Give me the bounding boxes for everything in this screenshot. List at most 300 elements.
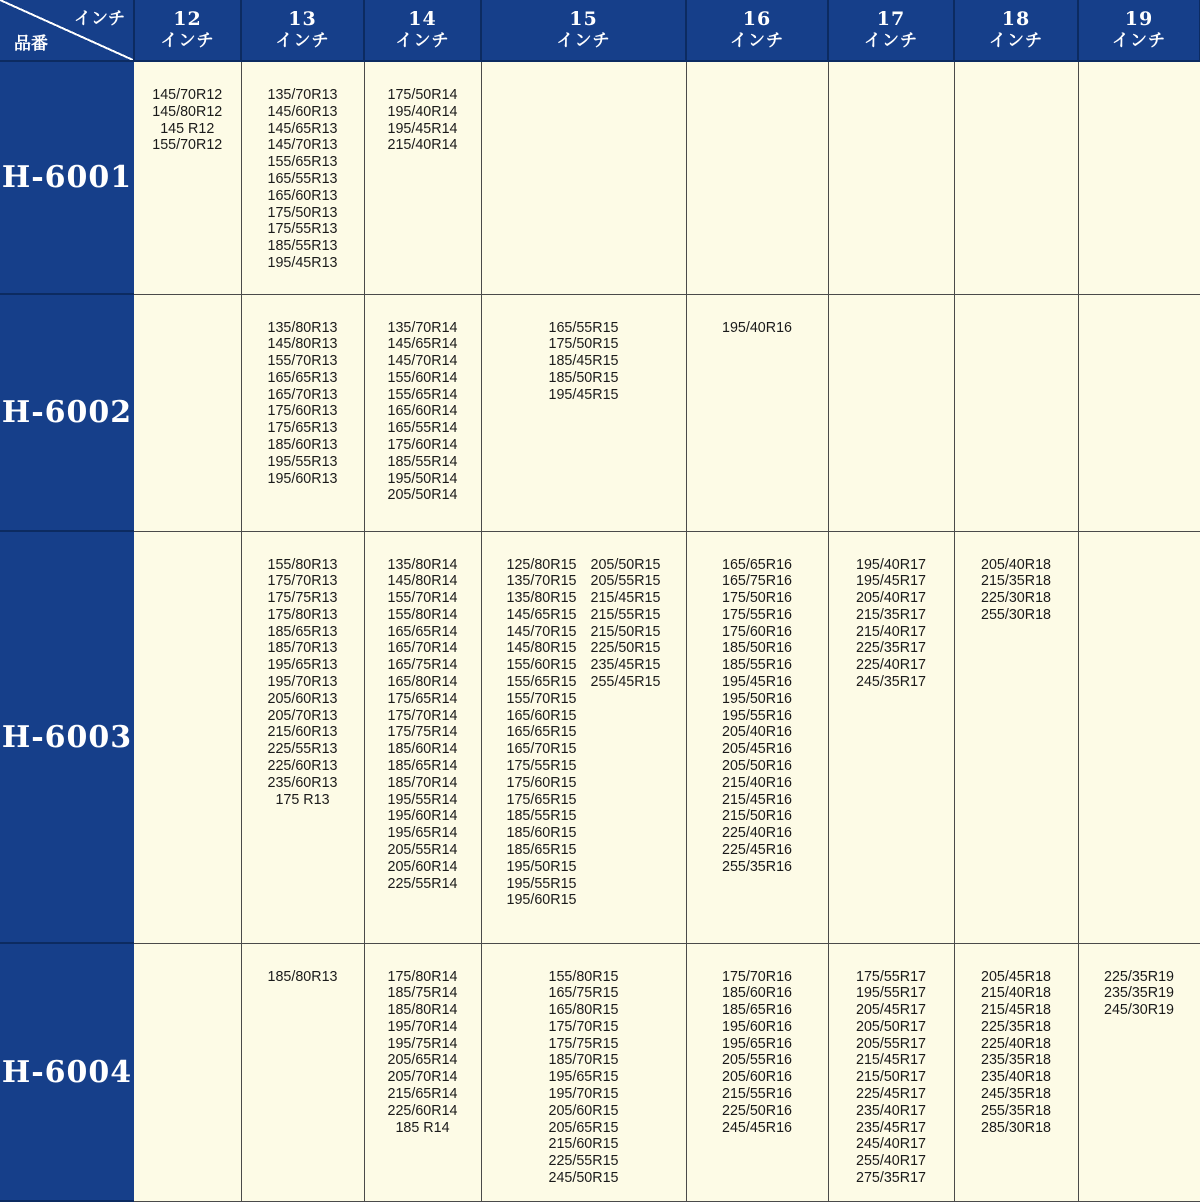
size-cell [686,294,828,531]
tire-size: 185/55R15 [506,808,577,825]
column-header-13 [241,0,364,61]
tire-size: 215/55R15 [590,606,661,623]
size-cell [241,943,364,1201]
tire-size: 155/70R15 [506,690,577,707]
column-unit: インチ [160,31,215,51]
tire-size: 195/45R14 [387,120,458,137]
size-cell [134,294,241,531]
size-cell [686,531,828,943]
tire-size: 195/65R16 [722,1035,792,1052]
tire-size: 175/70R16 [722,968,792,985]
column-header-19 [1078,0,1200,61]
column-number: 18 [1001,8,1031,30]
tire-size: 165/70R15 [506,741,577,758]
tire-size: 235/60R13 [267,774,338,791]
size-cell [364,531,481,943]
tire-size: 195/65R14 [387,825,458,842]
size-list [152,62,222,154]
header-row [0,0,1200,61]
size-cell [241,294,364,531]
column-header-18 [954,0,1078,61]
model-row [0,943,1200,1201]
tire-size: 175/75R13 [267,590,338,607]
tire-size: 175/60R13 [267,403,338,420]
tire-size: 215/50R15 [590,623,661,640]
tire-size: 205/50R16 [722,758,792,775]
tire-size: 175/65R14 [387,690,458,707]
tire-size: 175/60R16 [722,623,792,640]
size-column [268,320,338,488]
size-cell [481,531,686,943]
tire-size: 225/35R17 [856,640,926,657]
tire-size: 225/50R15 [590,640,661,657]
tire-size: 235/40R17 [856,1102,926,1119]
tire-size: 135/80R15 [506,590,577,607]
tire-size: 165/65R14 [387,623,458,640]
corner-inch-label: インチ [74,9,125,29]
column-header-12 [134,0,241,61]
corner-header [0,0,134,61]
size-cell [481,61,686,294]
column-number: 19 [1124,8,1154,30]
tire-size: 215/35R17 [856,606,926,623]
size-list [388,295,458,505]
size-cell [686,61,828,294]
size-cell [364,294,481,531]
size-cell [954,531,1078,943]
tire-size: 205/70R13 [267,707,338,724]
tire-size: 225/50R16 [722,1102,792,1119]
tire-size: 135/70R15 [506,573,577,590]
column-unit: インチ [730,31,784,51]
model-name: H-6002 [0,294,134,531]
tire-size: 195/70R15 [548,1086,619,1103]
size-list [1104,944,1174,1019]
size-column [981,557,1051,624]
tire-size: 205/60R14 [387,858,458,875]
tire-size: 195/55R17 [856,985,926,1002]
tire-size: 205/45R17 [856,1002,926,1019]
size-cell [954,61,1078,294]
size-column [388,557,458,893]
model-row [0,61,1200,294]
size-column [722,557,792,876]
tire-size: 215/50R17 [856,1069,926,1086]
size-cell [954,294,1078,531]
tire-size: 285/30R18 [981,1119,1051,1136]
tire-size: 255/35R16 [722,858,792,875]
tire-size: 185/70R15 [548,1052,619,1069]
tire-size: 225/45R16 [722,842,792,859]
size-column [981,969,1051,1137]
size-column [388,87,458,154]
tire-size: 135/80R13 [267,319,338,336]
size-column [856,557,926,691]
tire-size: 245/50R15 [548,1170,619,1187]
column-unit: インチ [395,31,450,51]
tire-size: 205/70R14 [387,1069,458,1086]
column-unit: インチ [275,31,330,51]
tire-size: 165/80R15 [548,1002,619,1019]
tire-size: 195/60R16 [722,1018,792,1035]
tire-size: 195/50R16 [722,690,792,707]
size-list [388,62,458,154]
tire-size: 155/80R14 [387,606,458,623]
tire-size: 185/80R13 [267,968,338,985]
tire-size: 215/65R14 [387,1086,458,1103]
tire-size: 175/70R14 [387,707,458,724]
size-column [549,320,619,404]
column-header-14 [364,0,481,61]
tire-size: 155/65R13 [267,154,338,171]
tire-size: 155/70R14 [387,590,458,607]
tire-size: 205/55R17 [856,1035,926,1052]
size-column [722,320,792,337]
tire-size: 175/80R14 [387,968,458,985]
tire-size: 145/70R15 [506,623,577,640]
tire-size: 235/35R18 [981,1052,1051,1069]
tire-size: 175/70R15 [548,1018,619,1035]
column-number: 14 [408,8,437,30]
tire-size: 205/55R14 [387,842,458,859]
tire-size: 225/55R14 [387,875,458,892]
tire-size: 185/55R13 [267,238,338,255]
tire-size: 185/75R14 [387,985,458,1002]
tire-size: 195/75R14 [387,1035,458,1052]
model-name: H-6001 [0,61,134,294]
tire-size: 155/60R15 [506,657,577,674]
tire-size: 215/50R16 [722,808,792,825]
tire-size: 195/60R13 [267,470,338,487]
size-column [268,87,338,272]
size-cell [828,943,954,1201]
tire-size: 205/50R14 [387,487,458,504]
size-list [268,944,338,986]
size-cell [134,61,241,294]
tire-size: 175/60R15 [506,774,577,791]
size-cell [364,61,481,294]
tire-size: 245/30R19 [1104,1002,1174,1019]
size-column [1104,969,1174,1019]
tire-size: 245/35R18 [981,1086,1051,1103]
size-list [722,532,792,876]
tire-size: 185/55R14 [387,453,458,470]
tire-size: 205/40R18 [981,556,1051,573]
size-column [856,969,926,1187]
tire-size: 165/70R14 [387,640,458,657]
size-cell [241,531,364,943]
tire-size: 245/45R16 [722,1119,792,1136]
tire-size: 175/80R13 [267,606,338,623]
tire-size: 225/60R13 [267,758,338,775]
tire-size: 195/45R17 [856,573,926,590]
tire-size: 135/70R13 [267,87,338,103]
column-unit: インチ [556,31,611,51]
tire-size: 215/45R16 [722,791,792,808]
tire-size: 205/40R17 [856,590,926,607]
tire-size: 185/45R15 [548,353,619,370]
tire-size: 175/60R14 [387,437,458,454]
tire-size: 185/50R15 [548,369,619,386]
tire-size: 165/65R13 [267,369,338,386]
tire-size: 215/40R17 [856,623,926,640]
size-list [722,944,792,1137]
size-cell [1078,531,1200,943]
size-cell [1078,294,1200,531]
tire-size: 165/65R15 [506,724,577,741]
tire-size: 185/70R13 [267,640,338,657]
tire-size: 155/70R12 [152,137,223,154]
size-column [549,969,619,1187]
tire-size: 205/50R17 [856,1018,926,1035]
tire-size: 205/60R13 [267,690,338,707]
tire-size: 165/55R15 [548,319,619,336]
size-cell [241,61,364,294]
tire-size: 175/65R15 [506,791,577,808]
tire-size: 145/80R13 [267,336,338,353]
size-cell [134,943,241,1201]
size-list [268,62,338,272]
tire-size: 155/80R13 [267,556,338,573]
tire-size: 165/80R14 [387,674,458,691]
size-list [388,532,458,893]
model-name: H-6003 [0,531,134,943]
tire-size: 215/45R15 [590,590,661,607]
tire-size: 225/55R13 [267,741,338,758]
size-column [507,557,577,910]
tire-size: 225/35R19 [1104,968,1174,985]
tire-size: 175/75R15 [548,1035,619,1052]
column-header-17 [828,0,954,61]
tire-size: 125/80R15 [506,556,577,573]
tire-size: 175/70R13 [267,573,338,590]
tire-size: 205/55R15 [590,573,661,590]
column-header-15 [481,0,686,61]
tire-size: 195/50R14 [387,470,458,487]
tire-size: 175/50R16 [722,590,792,607]
size-cell [828,294,954,531]
size-list [722,295,792,337]
tire-size: 185/65R16 [722,1002,792,1019]
tire-size: 215/40R14 [387,137,458,154]
tire-size: 205/60R15 [548,1102,619,1119]
tire-size: 185/60R15 [506,825,577,842]
tire-size: 225/30R18 [981,590,1051,607]
tire-size: 145/80R12 [152,103,223,120]
tire-size: 185/60R13 [267,437,338,454]
tire-size: 195/45R16 [722,674,792,691]
tire-size: 185/80R14 [387,1002,458,1019]
tire-size: 175/55R13 [267,221,338,238]
tire-size: 175/75R14 [387,724,458,741]
tire-size: 165/55R14 [387,420,458,437]
column-number: 13 [288,8,317,30]
tire-size: 215/55R16 [722,1086,792,1103]
tire-size: 215/60R15 [548,1136,619,1153]
tire-size: 195/70R13 [267,674,338,691]
tire-size: 205/50R15 [590,556,661,573]
tire-size: 215/35R18 [981,573,1051,590]
size-cell [481,294,686,531]
tire-size: 165/65R16 [722,556,792,573]
tire-size: 165/75R16 [722,573,792,590]
tire-size: 195/55R15 [506,875,577,892]
tire-size: 225/60R14 [387,1102,458,1119]
tire-size: 205/45R18 [981,968,1051,985]
tire-size: 165/55R13 [267,170,338,187]
tire-size: 155/80R15 [548,968,619,985]
size-cell [1078,61,1200,294]
size-cell [481,943,686,1201]
tire-size: 195/55R14 [387,791,458,808]
tire-size: 165/60R13 [267,187,338,204]
size-cell [134,531,241,943]
column-number: 12 [173,8,202,30]
tire-size: 205/45R16 [722,741,792,758]
tire-size: 195/60R14 [387,808,458,825]
model-name: H-6004 [0,943,134,1201]
tire-size: 225/40R17 [856,657,926,674]
tire-size: 195/65R15 [548,1069,619,1086]
tire-size: 185/50R16 [722,640,792,657]
tire-size: 155/65R15 [506,674,577,691]
size-list [268,532,338,809]
tire-size: 205/65R15 [548,1119,619,1136]
tire-size: 255/45R15 [590,674,661,691]
size-column [388,320,458,505]
model-row [0,531,1200,943]
size-column [152,87,222,154]
tire-size: 255/35R18 [981,1102,1051,1119]
tire-size: 135/70R14 [387,319,458,336]
tire-size: 145/70R12 [152,87,223,103]
tire-size: 205/65R14 [387,1052,458,1069]
tire-size: 175/55R16 [722,606,792,623]
tire-size: 155/70R13 [267,353,338,370]
tire-size: 195/40R14 [387,103,458,120]
column-unit: インチ [864,31,918,51]
tire-size: 185/65R13 [267,623,338,640]
size-list [549,295,619,404]
size-list [856,532,926,691]
tire-size: 245/40R17 [856,1136,926,1153]
tire-size: 145/65R13 [267,120,338,137]
tire-size: 185 R14 [395,1119,450,1136]
tire-size: 145 R12 [160,120,215,137]
size-cell [1078,943,1200,1201]
size-list [388,944,458,1137]
tire-size: 175/55R17 [856,968,926,985]
tire-size: 205/40R16 [722,724,792,741]
tire-size: 175/55R15 [506,758,577,775]
tire-size: 165/70R13 [267,386,338,403]
tire-size: 185/70R14 [387,774,458,791]
tire-size: 145/65R15 [506,606,577,623]
tire-size: 145/70R13 [267,137,338,154]
tire-size: 155/65R14 [387,386,458,403]
tire-size: 205/55R16 [722,1052,792,1069]
size-list [268,295,338,488]
size-column [268,557,338,809]
tire-size: 195/55R13 [267,453,338,470]
column-unit: インチ [1112,31,1166,51]
tire-size: 225/35R18 [981,1018,1051,1035]
tire-size: 215/45R18 [981,1002,1051,1019]
size-cell [828,61,954,294]
tire-size: 175/50R13 [267,204,338,221]
tire-size: 225/40R18 [981,1035,1051,1052]
column-header-16 [686,0,828,61]
size-list [981,532,1051,624]
column-unit: インチ [989,31,1043,51]
tire-size: 225/45R17 [856,1086,926,1103]
size-cell [364,943,481,1201]
tire-size: 185/55R16 [722,657,792,674]
tire-size: 185/60R16 [722,985,792,1002]
tire-size: 215/45R17 [856,1052,926,1069]
size-column [388,969,458,1137]
tire-size: 185/60R14 [387,741,458,758]
tire-size: 195/60R15 [506,892,577,909]
tire-size: 155/60R14 [387,369,458,386]
tire-size: 195/45R13 [267,254,338,271]
size-column [268,969,338,986]
tire-size: 235/45R15 [590,657,661,674]
tire-size: 225/40R16 [722,825,792,842]
tire-size: 215/40R16 [722,774,792,791]
size-cell [828,531,954,943]
tire-size: 255/40R17 [856,1153,926,1170]
tire-size: 165/75R15 [548,985,619,1002]
tire-size: 195/40R16 [722,319,792,336]
tire-size: 245/35R17 [856,674,926,691]
tire-size: 165/75R14 [387,657,458,674]
size-list [856,944,926,1187]
column-number: 17 [876,8,906,30]
size-column [722,969,792,1137]
tire-size: 165/60R15 [506,707,577,724]
tire-size: 235/40R18 [981,1069,1051,1086]
corner-model-label: 品番 [14,34,48,54]
tire-size: 195/65R13 [267,657,338,674]
tire-size: 145/80R14 [387,573,458,590]
tire-size: 175 R13 [275,791,330,808]
tire-size: 135/80R14 [387,556,458,573]
tire-size: 185/65R14 [387,758,458,775]
column-number: 16 [742,8,772,30]
tire-size: 235/35R19 [1104,985,1174,1002]
size-column [591,557,661,910]
size-list [549,944,619,1187]
tire-size: 195/40R17 [856,556,926,573]
tire-size: 225/55R15 [548,1153,619,1170]
tire-size: 215/60R13 [267,724,338,741]
tire-size: 175/50R14 [387,87,458,103]
column-number: 15 [569,8,598,30]
tire-size: 145/65R14 [387,336,458,353]
tire-size: 195/55R16 [722,707,792,724]
tire-size: 145/70R14 [387,353,458,370]
tire-size: 145/80R15 [506,640,577,657]
tire-size: 215/40R18 [981,985,1051,1002]
tire-size: 195/50R15 [506,858,577,875]
size-cell [686,943,828,1201]
tire-size: 195/70R14 [387,1018,458,1035]
model-row [0,294,1200,531]
tire-size: 145/60R13 [267,103,338,120]
tire-size: 235/45R17 [856,1119,926,1136]
tire-size: 275/35R17 [856,1170,926,1187]
